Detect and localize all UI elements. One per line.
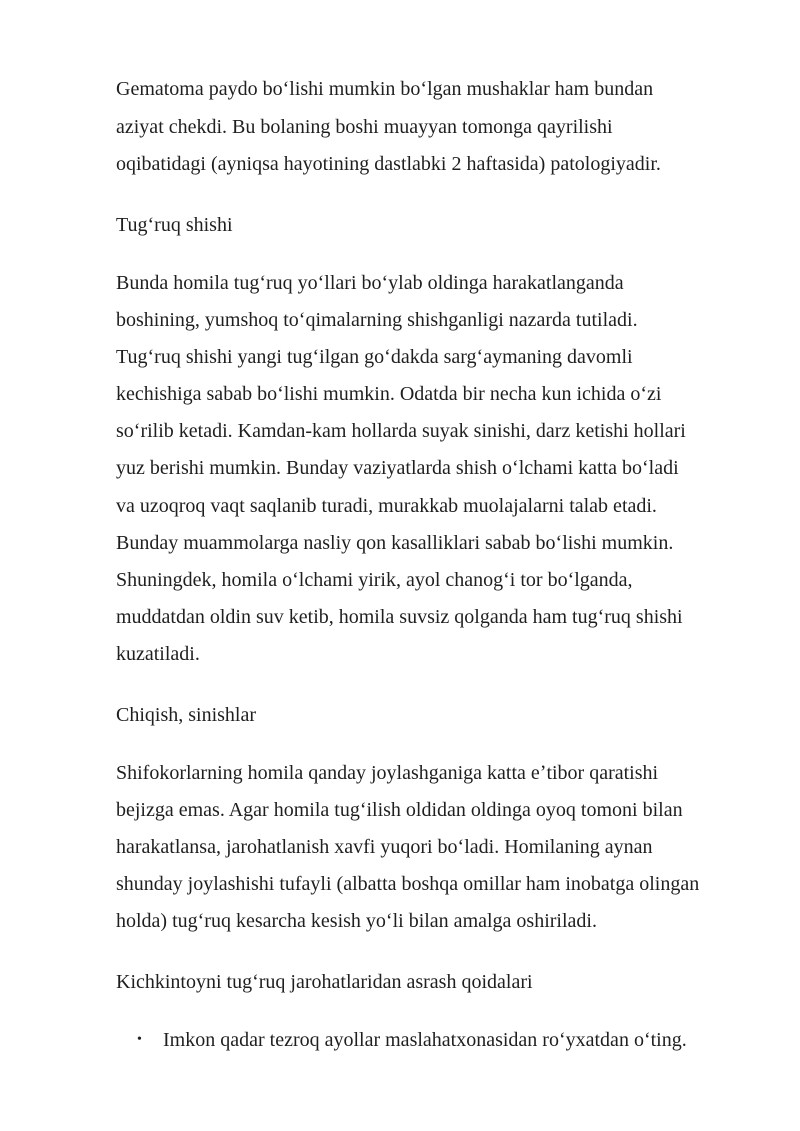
paragraph-line: va uzoqroq vaqt saqlanib turadi, murakkab muolajalarni talab etadi. xyxy=(116,495,657,517)
paragraph-line: yuz berishi mumkin. Bunday vaziyatlarda shish oʻlchami katta boʻladi xyxy=(116,457,679,479)
paragraph-line: holda) tugʻruq kesarcha kesish yoʻli bilan amalga oshiriladi. xyxy=(116,910,597,932)
paragraph-line: Shuningdek, homila oʻlchami yirik, ayol chanogʻi tor boʻlganda, xyxy=(116,569,633,591)
paragraph-line: Shifokorlarning homila qanday joylashganiga katta eʼtibor qaratishi xyxy=(116,762,659,784)
paragraph-line: Bunday muammolarga nasliy qon kasalliklari sabab boʻlishi mumkin. xyxy=(116,532,674,554)
paragraph-line: boshining, yumshoq toʻqimalarning shishganligi nazarda tutiladi. xyxy=(116,309,638,331)
paragraph-line: Gematoma paydo boʻlishi mumkin boʻlgan mushaklar ham bundan xyxy=(116,78,654,100)
paragraph-line: kuzatiladi. xyxy=(116,643,200,665)
section-heading: Chiqish, sinishlar xyxy=(116,704,257,726)
paragraph-line: Tugʻruq shishi yangi tugʻilgan goʻdakda sargʻaymaning davomli xyxy=(116,346,633,368)
paragraph-line: shunday joylashishi tufayli (albatta boshqa omillar ham inobatga olingan xyxy=(116,873,700,895)
paragraph-line: aziyat chekdi. Bu bolaning boshi muayyan tomonga qayrilishi xyxy=(116,116,613,138)
section-heading: Tugʻruq shishi xyxy=(116,214,233,236)
paragraph-line: oqibatidagi (ayniqsa hayotining dastlabki 2 haftasida) patologiyadir. xyxy=(116,153,661,175)
paragraph-line: soʻrilib ketadi. Kamdan-kam hollarda suyak sinishi, darz ketishi hollari xyxy=(116,420,686,442)
paragraph-line: Bunda homila tugʻruq yoʻllari boʻylab oldinga harakatlanganda xyxy=(116,272,624,294)
list-item: Imkon qadar tezroq ayollar maslahatxonasidan roʻyxatdan oʻting. xyxy=(163,1029,687,1051)
paragraph-line: harakatlansa, jarohatlanish xavfi yuqori boʻladi. Homilaning aynan xyxy=(116,836,653,858)
paragraph-line: kechishiga sabab boʻlishi mumkin. Odatda bir necha kun ichida oʻzi xyxy=(116,383,662,405)
bullet-icon: • xyxy=(137,1032,142,1047)
paragraph-line: bejizga emas. Agar homila tugʻilish oldidan oldinga oyoq tomoni bilan xyxy=(116,799,683,821)
section-heading: Kichkintoyni tugʻruq jarohatlaridan asrash qoidalari xyxy=(116,971,533,993)
paragraph-line: muddatdan oldin suv ketib, homila suvsiz qolganda ham tugʻruq shishi xyxy=(116,606,683,628)
